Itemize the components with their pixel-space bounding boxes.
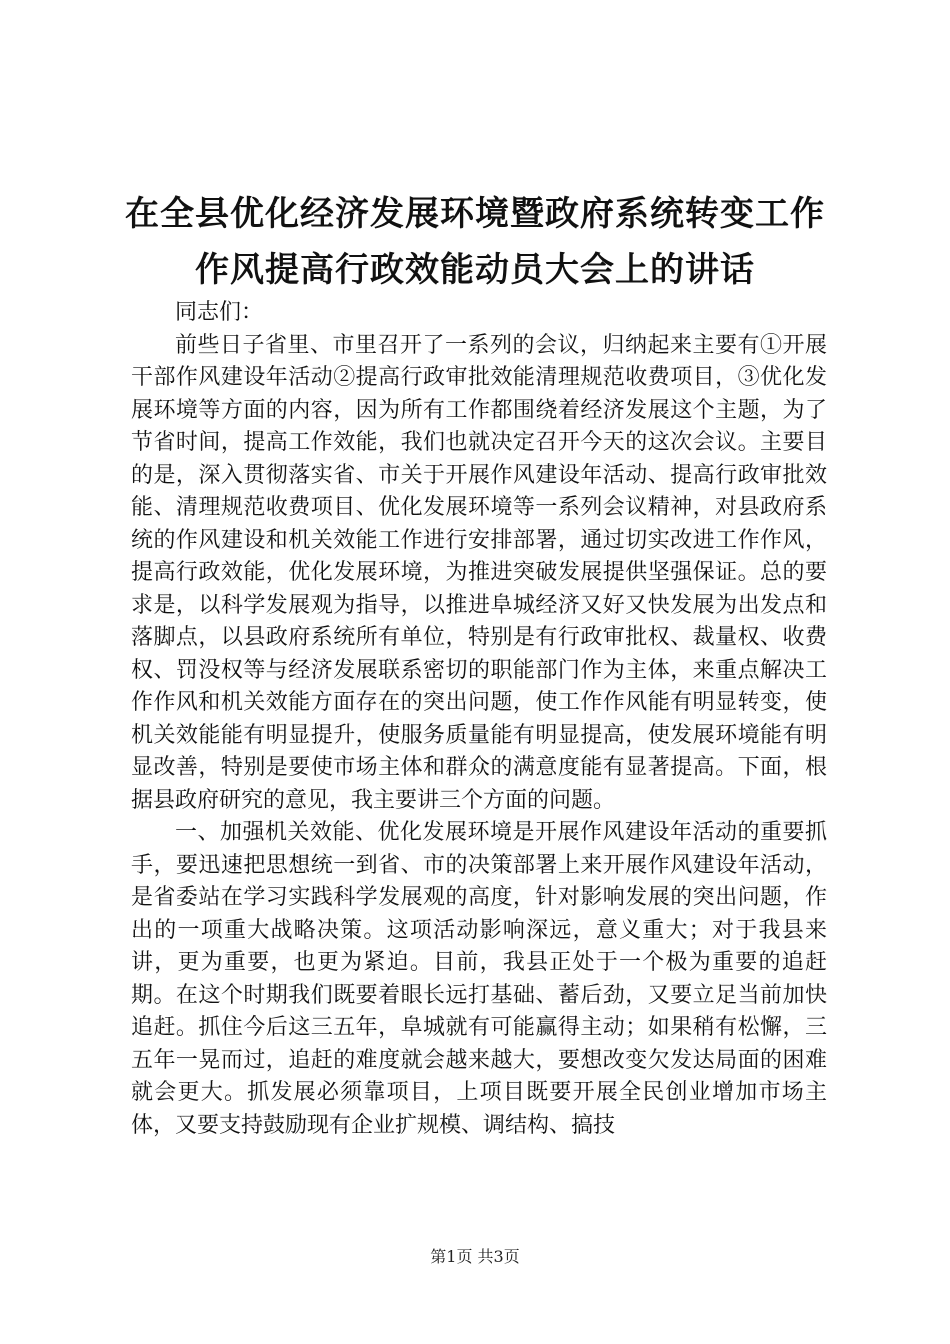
salutation: 同志们： (175, 300, 264, 325)
title-line-2: 作风提高行政效能动员大会上的讲话 (195, 250, 755, 290)
paragraph-1: 前些日子省里、市里召开了一系列的会议，归纳起来主要有①开展干部作风建设年活动②提高行政审批效能清理规范收费项目，③优化发展环境等方面的内容，因为所有工作都围绕着经济发展这个主题，为了节省时间，提高工作效能，我们也就决定召开今天的这次会议。主要目的是，深入贯彻落实省、市关于开展作风建设年活动、提高行政审批效能、清理规范收费项目、优化发展环境等一系列会议精神，对县政府系统的作风建设和机关效能工作进行安排部署，通过切实改进工作作风，提高行政效能，优化发展环境，为推进突破发展提供坚强保证。总的要求是，以科学发展观为指导，以推进阜城经济又好又快发展为出发点和落脚点，以县政府系统所有单位，特别是有行政审批权、裁量权、收费权、罚没权等与经济发展联系密切的职能部门作为主体，来重点解决工作作风和机关效能方面存在的突出问题，使工作作风能有明显转变，使机关效能能有明显提升，使服务质量能有明显提高，使发展环境能有明显改善，特别是要使市场主体和群众的满意度能有显著提高。下面，根据县政府研究的意见，我主要讲三个方面的问题。 (131, 332, 827, 813)
paragraph-2: 一、加强机关效能、优化发展环境是开展作风建设年活动的重要抓手，要迅速把思想统一到省、市的决策部署上来开展作风建设年活动，是省委站在学习实践科学发展观的高度，针对影响发展的突出问题，作出的一项重大战略决策。这项活动影响深远，意义重大；对于我县来讲，更为重要，也更为紧迫。目前，我县正处于一个极为重要的追赶期。在这个时期我们既要着眼长远打基础、蓄后劲，又要立足当前加快追赶。抓住今后这三五年，阜城就有可能赢得主动；如果稍有松懈，三五年一晃而过，追赶的难度就会越来越大，要想改变欠发达局面的困难就会更大。抓发展必须靠项目，上项目既要开展全民创业增加市场主体，又要支持鼓励现有企业扩规模、调结构、搞技 (131, 820, 827, 1138)
page-number-footer: 第1页 共3页 (430, 1247, 520, 1266)
document-title (110, 186, 840, 298)
title-line-1: 在全县优化经济发展环境暨政府系统转变工作 (125, 194, 825, 234)
document-body (131, 297, 827, 1142)
